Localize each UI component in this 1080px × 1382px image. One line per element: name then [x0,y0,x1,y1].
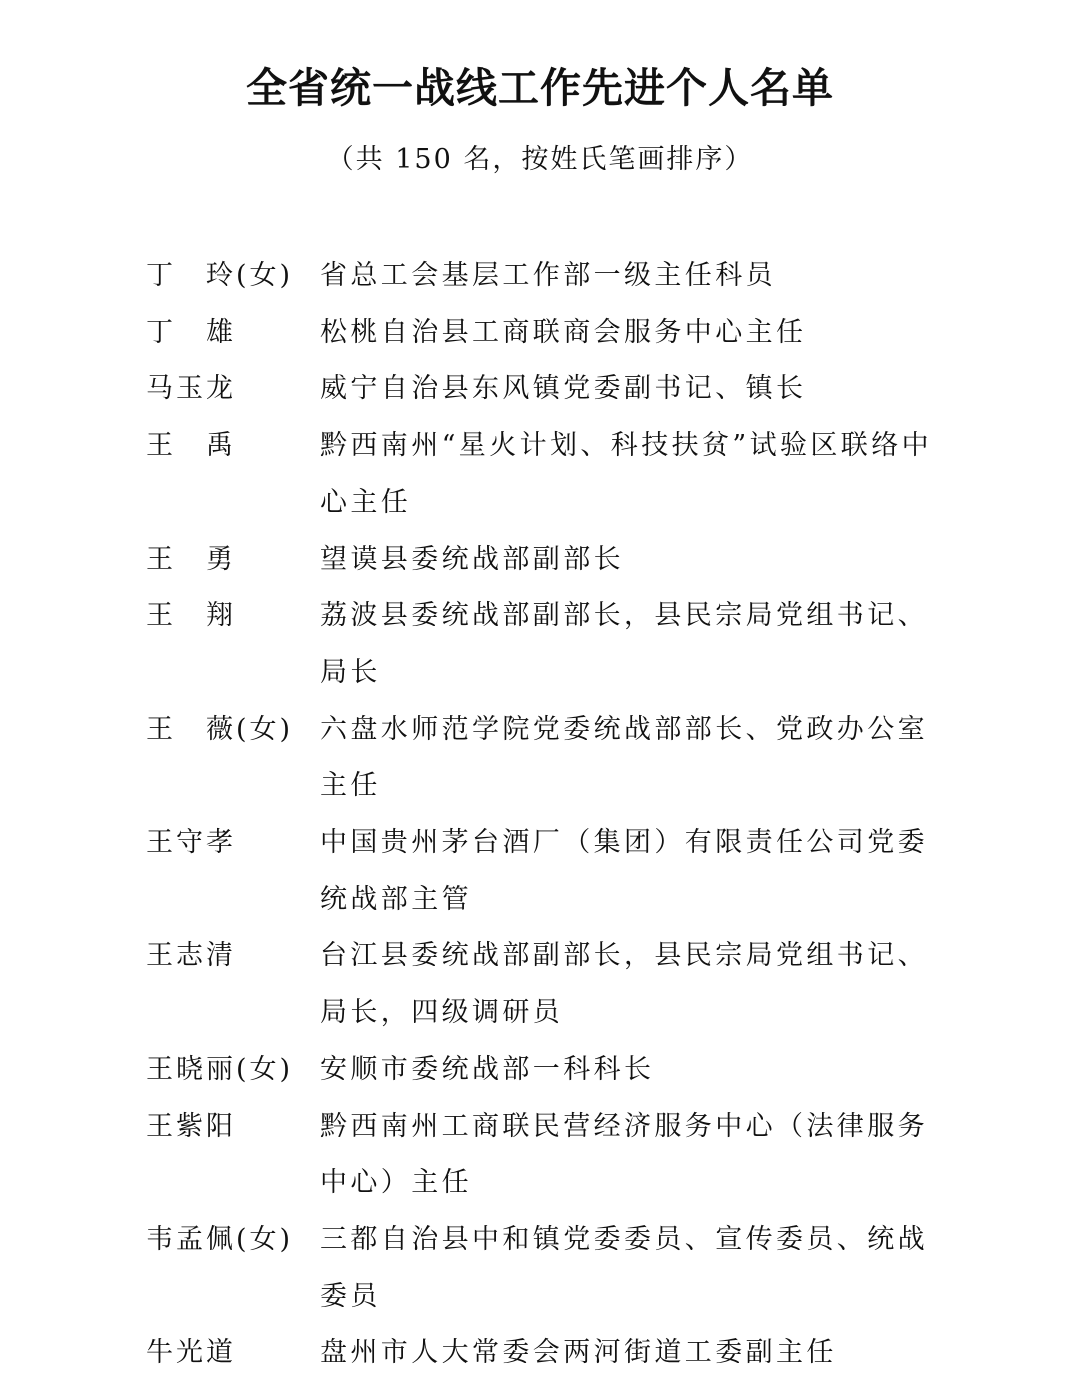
document-subtitle: （共 150 名，按姓氏笔画排序） [326,144,754,175]
list-item [146,1212,956,1325]
person-name: 丁 玲(女) [146,260,294,291]
person-name: 王 禹 [146,430,236,462]
list-item [146,1325,956,1382]
person-position: 台江县委统战部副部长，县民宗局党组书记、局长，四级调研员 [320,940,928,1029]
list-item [146,928,956,1041]
list-item [146,588,956,701]
person-name: 牛光道 [146,1337,236,1369]
person-position: 省总工会基层工作部一级主任科员 [320,260,776,291]
person-position: 六盘水师范学院党委统战部部长、党政办公室主任 [320,713,928,802]
person-name: 王守孝 [146,827,236,859]
document-title: 全省统一战线工作先进个人名单 [246,64,834,112]
list-item [146,1099,956,1212]
list-item [146,532,956,589]
person-position: 安顺市委统战部一科科长 [320,1053,655,1085]
person-name: 王晓丽(女) [146,1053,294,1085]
person-name: 王 翔 [146,600,236,632]
list-item [146,815,956,928]
list-item [146,702,956,815]
person-position: 盘州市人大常委会两河街道工委副主任 [320,1337,837,1369]
person-position: 中国贵州茅台酒厂（集团）有限责任公司党委统战部主管 [320,827,928,915]
list-item [146,361,956,418]
list-item [146,418,956,531]
person-position: 黔西南州“星火计划、科技扶贫”试验区联络中心主任 [320,430,933,518]
person-name: 王 勇 [146,543,236,575]
list-item [146,248,956,305]
person-position: 荔波县委统战部副部长，县民宗局党组书记、局长 [320,600,928,688]
list-item [146,305,956,362]
list-item [146,1042,956,1099]
person-name: 王 薇(女) [146,713,294,745]
person-name: 王志清 [146,940,236,972]
person-position: 望谟县委统战部副部长 [320,543,624,575]
person-position: 松桃自治县工商联商会服务中心主任 [320,316,807,348]
person-position: 三都自治县中和镇党委委员、宣传委员、统战委员 [320,1223,928,1312]
person-name: 王紫阳 [146,1110,236,1142]
person-name: 韦孟佩(女) [146,1223,294,1255]
honoree-list [146,248,956,1382]
person-position: 黔西南州工商联民营经济服务中心（法律服务中心）主任 [320,1110,928,1199]
person-position: 威宁自治县东风镇党委副书记、镇长 [320,373,807,405]
person-name: 丁 雄 [146,316,236,348]
person-name: 马玉龙 [146,373,236,405]
